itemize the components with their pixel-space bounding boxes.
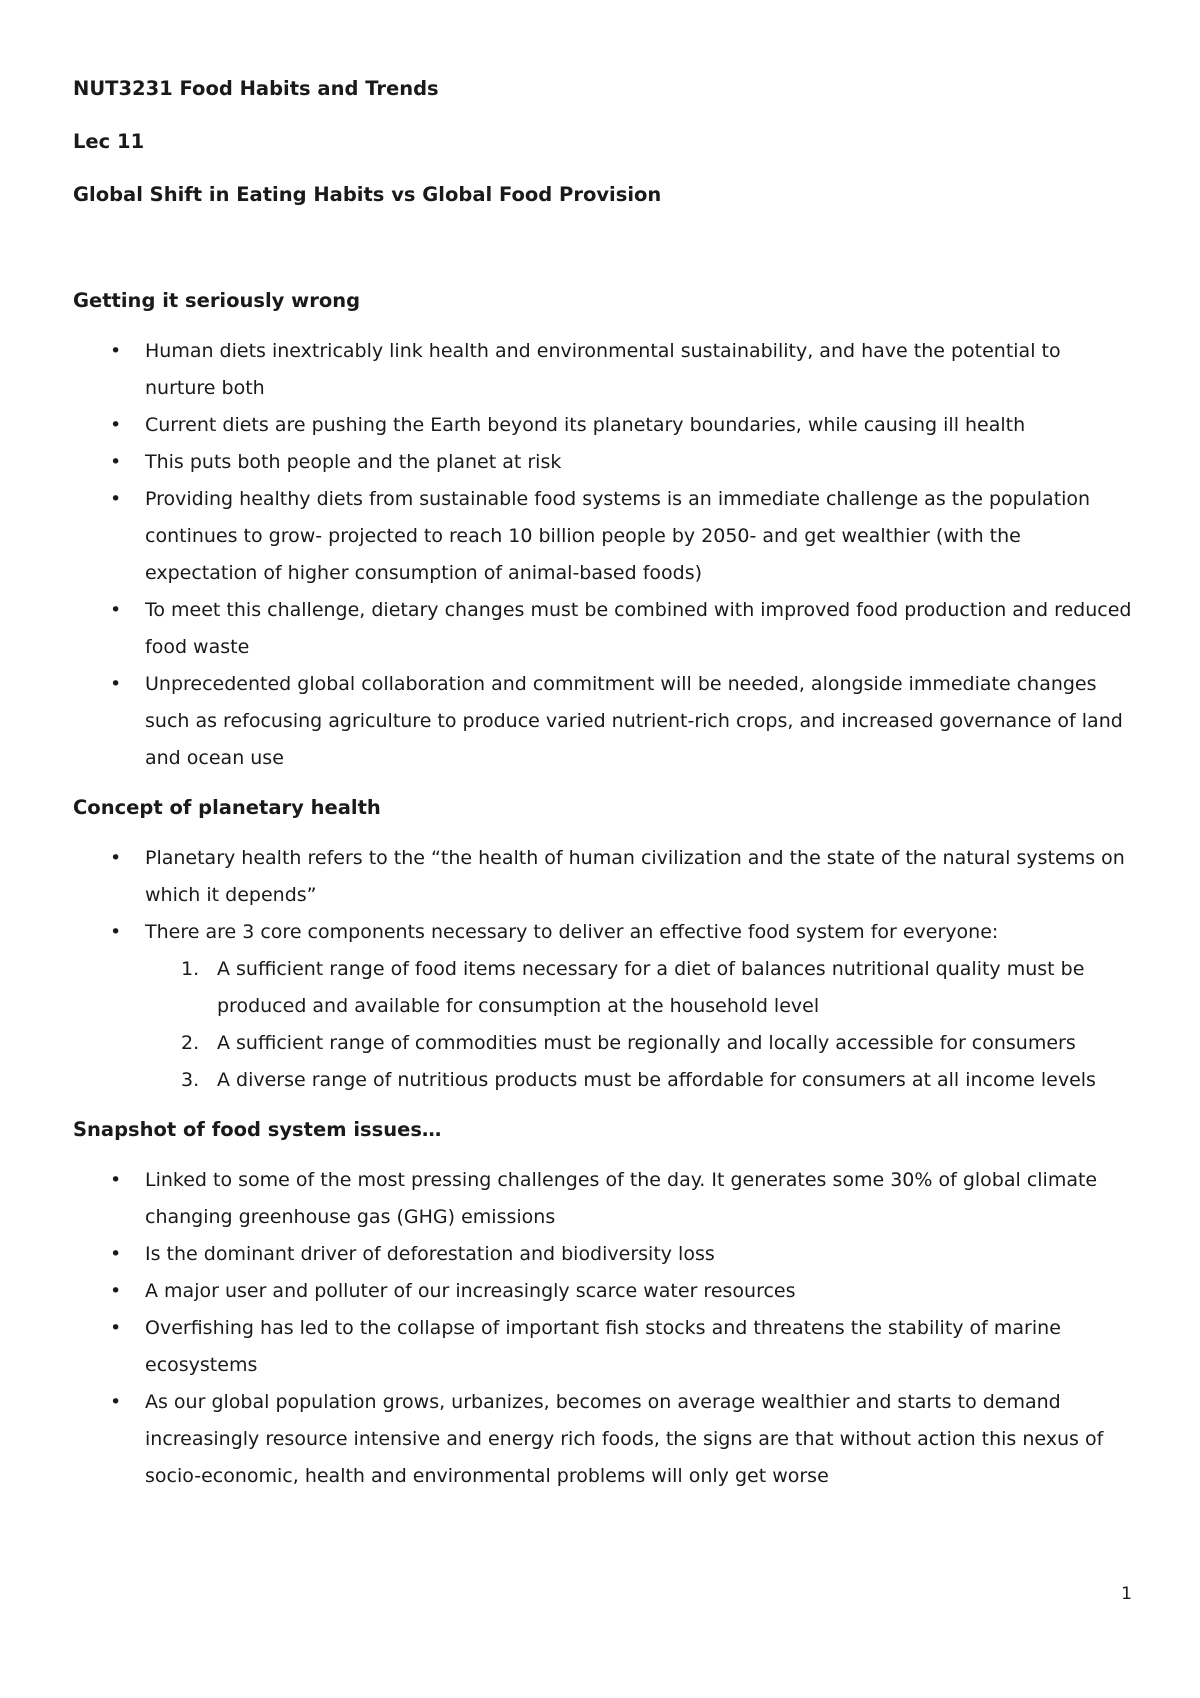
numbered-item-text: A sufficient range of commodities must be regionally and locally accessible for consumers (217, 1032, 1076, 1054)
list-item (73, 481, 1133, 592)
item-number: 2. (181, 1032, 200, 1054)
bullet-icon: • (110, 1391, 122, 1413)
list-item-text: Human diets inextricably link health and environmental sustainability, and have the potential to nurture both (145, 340, 1061, 399)
bullet-icon: • (110, 599, 122, 621)
list-item-text: There are 3 core components necessary to deliver an effective food system for everyone: (145, 921, 999, 943)
lecture-title: Global Shift in Eating Habits vs Global Food Provision (73, 183, 662, 206)
list-item-text: This puts both people and the planet at risk (145, 451, 562, 473)
bullet-icon: • (110, 340, 122, 362)
list-item (73, 1384, 1133, 1495)
list-item (73, 333, 1133, 407)
section-heading-planetary-health: Concept of planetary health (73, 796, 381, 819)
list-item-text: As our global population grows, urbanizes, becomes on average wealthier and starts to demand increasingly resource intensive and energy rich foods, the signs are that without action this nexus of socio-economic, health and environmental problems will only get worse (145, 1391, 1104, 1487)
numbered-item-text: A diverse range of nutritious products must be affordable for consumers at all income levels (217, 1069, 1096, 1091)
bullet-icon: • (110, 488, 122, 510)
bullet-icon: • (110, 1169, 122, 1191)
section-heading-food-system-issues: Snapshot of food system issues… (73, 1118, 442, 1141)
numbered-list (145, 951, 1133, 1099)
list-item-text: Providing healthy diets from sustainable food systems is an immediate challenge as the population continues to grow- projected to reach 10 billion people by 2050- and get wealthier (with the expectation of higher consumption of animal-based foods) (145, 488, 1091, 584)
item-number: 3. (181, 1069, 200, 1091)
list-item (73, 444, 1133, 481)
list-item (73, 840, 1133, 914)
list-item (73, 407, 1133, 444)
list-item (73, 1310, 1133, 1384)
numbered-item-text: A sufficient range of food items necessary for a diet of balances nutritional quality must be produced and available for consumption at the household level (217, 958, 1085, 1017)
list-item-text: Overfishing has led to the collapse of important fish stocks and threatens the stability of marine ecosystems (145, 1317, 1061, 1376)
bullet-icon: • (110, 1243, 122, 1265)
bullet-icon: • (110, 1317, 122, 1339)
bullet-icon: • (110, 673, 122, 695)
list-item-text: Current diets are pushing the Earth beyond its planetary boundaries, while causing ill health (145, 414, 1026, 436)
page-number: 1 (1121, 1584, 1132, 1604)
list-item (73, 1273, 1133, 1310)
list-item-text: Linked to some of the most pressing challenges of the day. It generates some 30% of global climate changing greenhouse gas (GHG) emissions (145, 1169, 1098, 1228)
bullet-list (73, 1162, 1133, 1495)
list-item (73, 592, 1133, 666)
bullet-icon: • (110, 451, 122, 473)
numbered-item (145, 1062, 1133, 1099)
section-heading-getting-it-wrong: Getting it seriously wrong (73, 289, 361, 312)
document-body (73, 70, 1133, 1507)
course-title: NUT3231 Food Habits and Trends (73, 77, 439, 100)
list-item-text: Planetary health refers to the “the health of human civilization and the state of the natural systems on which it depends” (145, 847, 1125, 906)
list-item-text: Is the dominant driver of deforestation and biodiversity loss (145, 1243, 715, 1265)
list-item-text: Unprecedented global collaboration and commitment will be needed, alongside immediate changes such as refocusing agriculture to produce varied nutrient-rich crops, and increased governance of land and ocean use (145, 673, 1123, 769)
list-item (73, 1162, 1133, 1236)
bullet-icon: • (110, 414, 122, 436)
item-number: 1. (181, 958, 200, 980)
list-item (73, 666, 1133, 777)
numbered-item (145, 1025, 1133, 1062)
bullet-icon: • (110, 1280, 122, 1302)
list-item-text: To meet this challenge, dietary changes must be combined with improved food production and reduced food waste (145, 599, 1132, 658)
list-item (73, 1236, 1133, 1273)
bullet-list (73, 840, 1133, 1099)
list-item-text: A major user and polluter of our increasingly scarce water resources (145, 1280, 796, 1302)
list-item (73, 914, 1133, 1099)
numbered-item (145, 951, 1133, 1025)
bullet-list (73, 333, 1133, 777)
bullet-icon: • (110, 921, 122, 943)
lecture-label: Lec 11 (73, 130, 145, 153)
bullet-icon: • (110, 847, 122, 869)
